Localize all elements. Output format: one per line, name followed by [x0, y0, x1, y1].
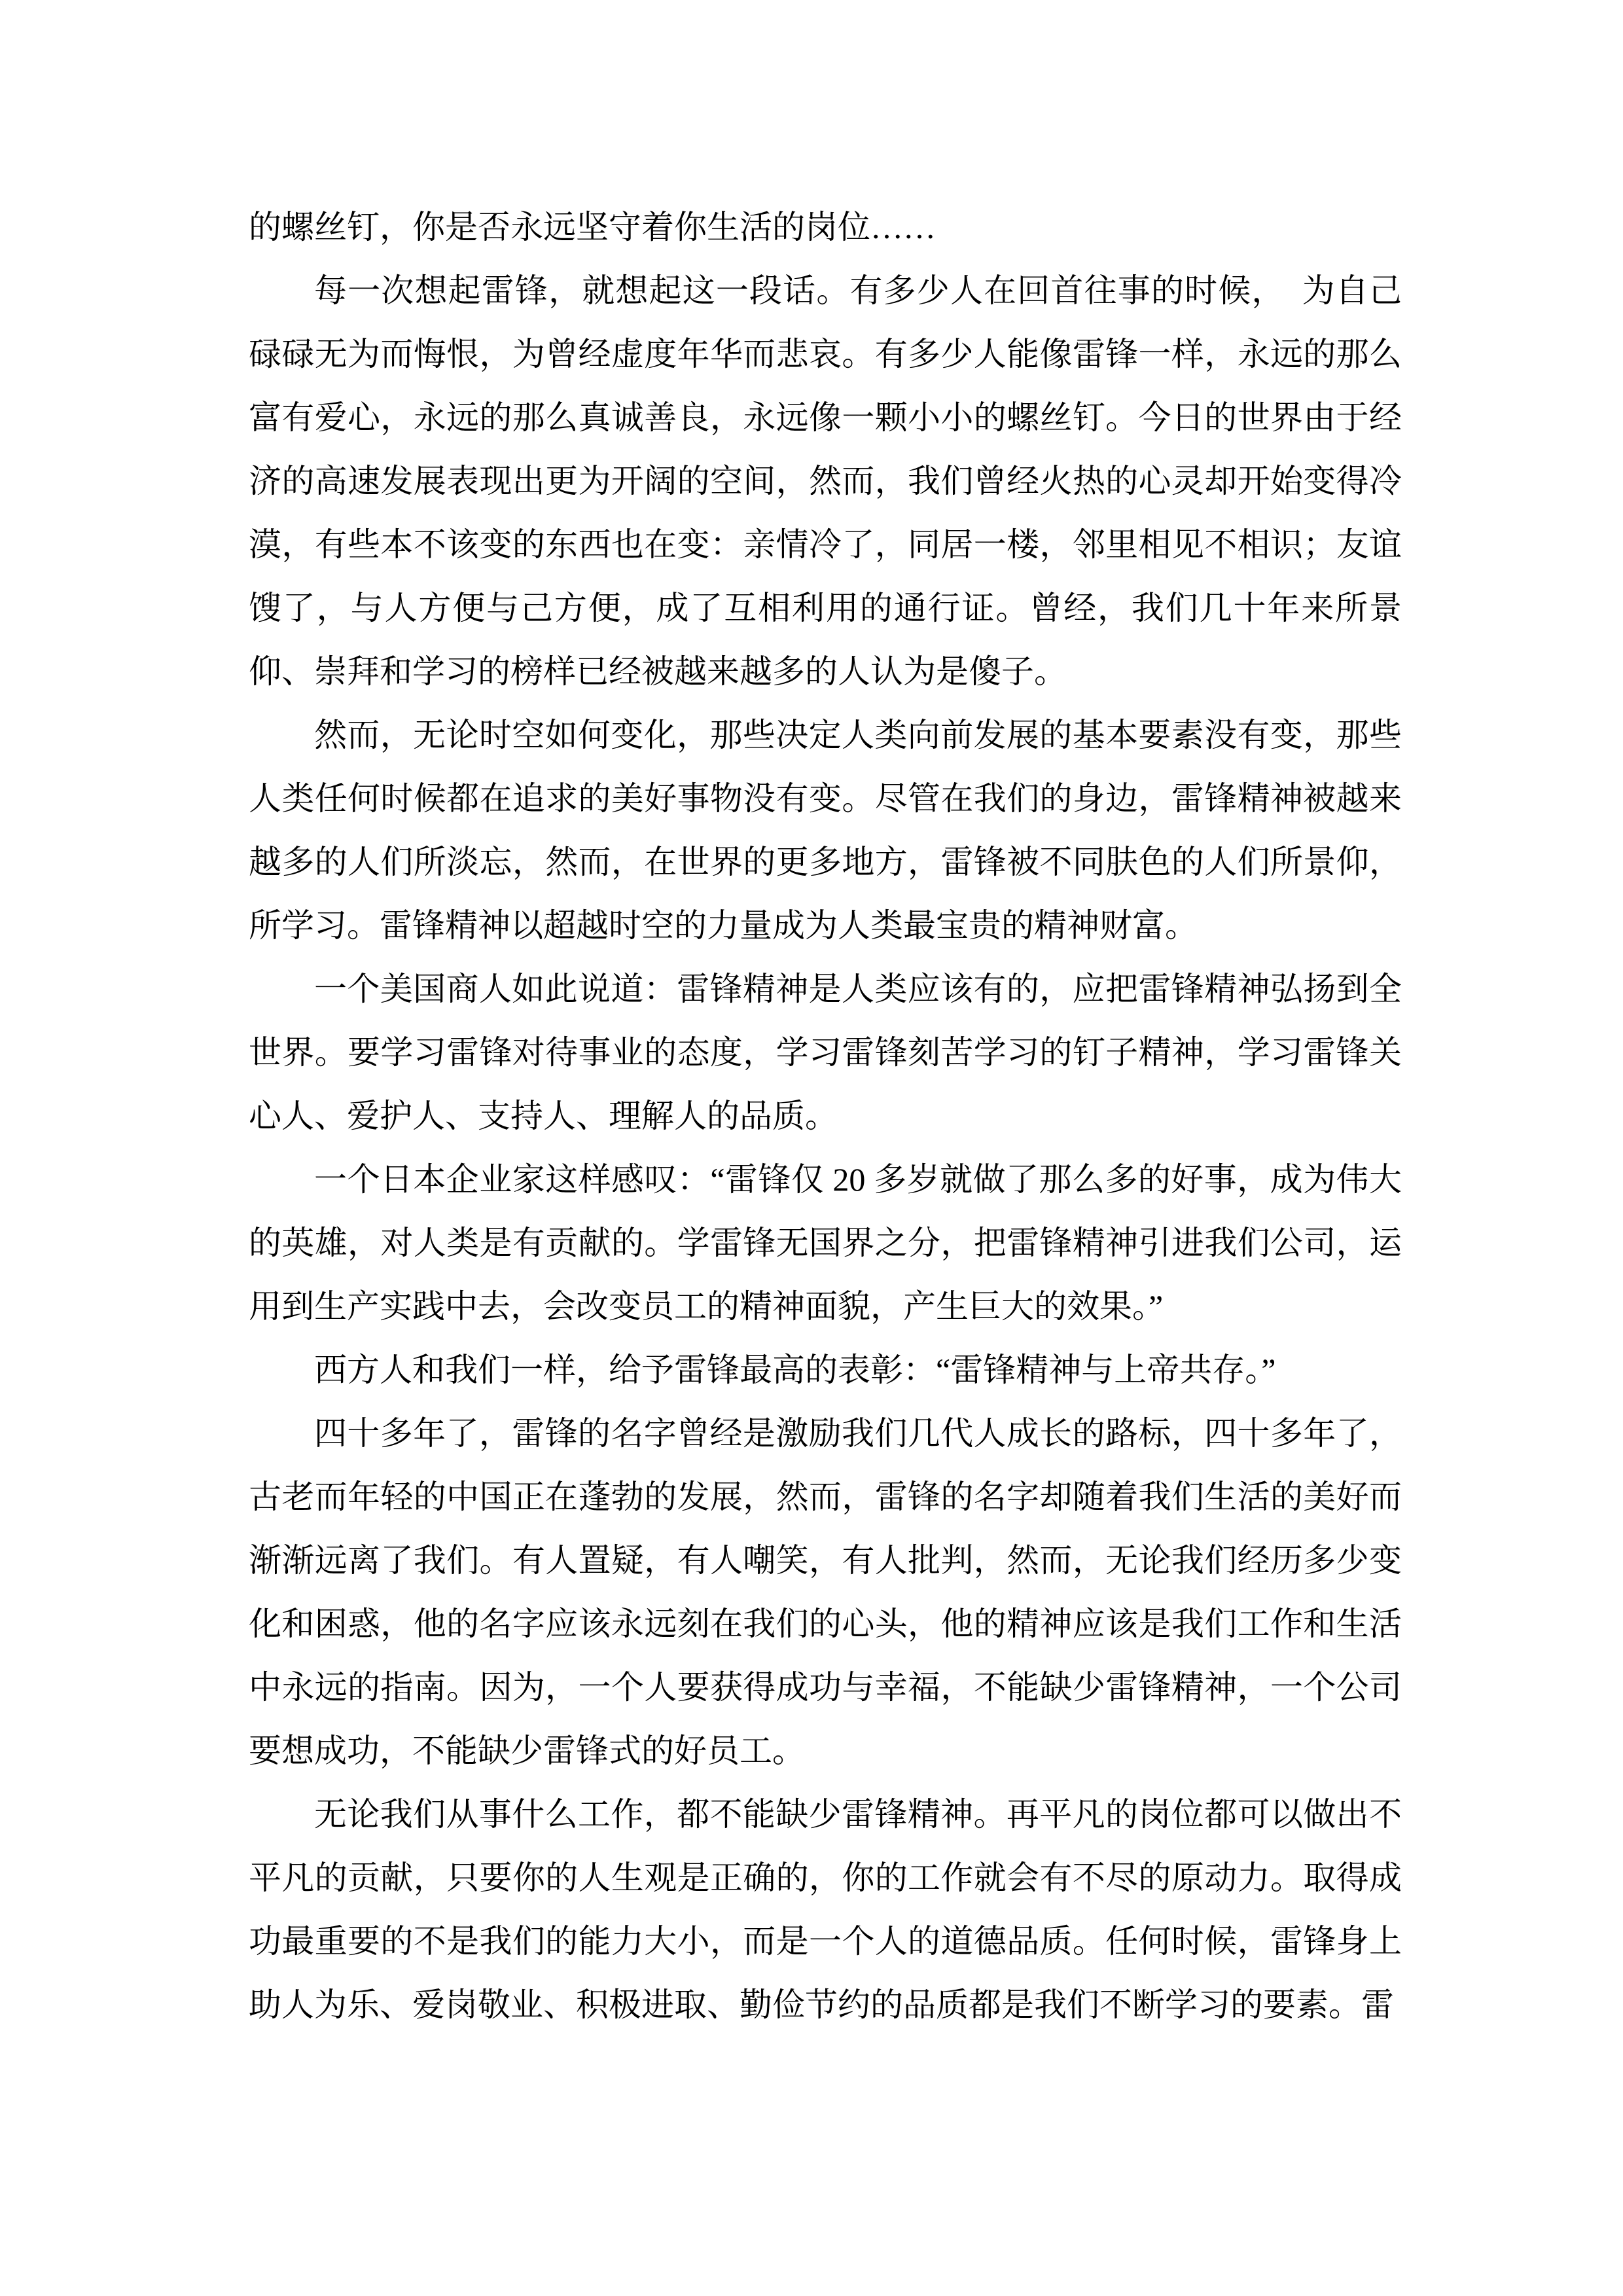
paragraph: 四十多年了，雷锋的名字曾经是激励我们几代人成长的路标，四十多年了，古老而年轻的中国正在蓬勃的发展，然而，雷锋的名字却随着我们生活的美好而渐渐远离了我们。有人置疑，有人嘲笑，有人批判，然而，无论我们经历多少变化和困惑，他的名字应该永远刻在我们的心头，他的精神应该是我们工作和生活中永远的指南。因为，一个人要获得成功与幸福，不能缺少雷锋精神，一个公司要想成功，不能缺少雷锋式的好员工。: [249, 1415, 1402, 1769]
paragraph: 西方人和我们一样，给予雷锋最高的表彰：“雷锋精神与上帝共存。”: [314, 1352, 1276, 1388]
paragraph: 一个美国商人如此说道：雷锋精神是人类应该有的，应把雷锋精神弘扬到全世界。要学习雷锋对待事业的态度，学习雷锋刻苦学习的钉子精神，学习雷锋关心人、爱护人、支持人、理解人的品质。: [249, 971, 1402, 1134]
paragraph: 每一次想起雷锋，就想起这一段话。有多少人在回首往事的时候， 为自己碌碌无为而悔恨，为曾经虚度年华而悲哀。有多少人能像雷锋一样，永远的那么富有爱心，永远的那么真诚善良，永远像一颗小小的螺丝钉。今日的世界由于经济的高速发展表现出更为开阔的空间，然而，我们曾经火热的心灵却开始变得冷漠，有些本不该变的东西也在变：亲情冷了，同居一楼，邻里相见不相识；友谊馊了，与人方便与己方便，成了互相利用的通行证。曾经，我们几十年来所景仰、崇拜和学习的榜样已经被越来越多的人认为是傻子。: [249, 272, 1402, 690]
paragraph: 然而，无论时空如何变化，那些决定人类向前发展的基本要素没有变，那些人类任何时候都在追求的美好事物没有变。尽管在我们的身边，雷锋精神被越来越多的人们所淡忘，然而，在世界的更多地方，雷锋被不同肤色的人们所景仰，所学习。雷锋精神以超越时空的力量成为人类最宝贵的精神财富。: [249, 717, 1402, 944]
paragraph: 无论我们从事什么工作，都不能缺少雷锋精神。再平凡的岗位都可以做出不平凡的贡献，只要你的人生观是正确的，你的工作就会有不尽的原动力。取得成功最重要的不是我们的能力大小，而是一个人的道德品质。任何时候，雷锋身上助人为乐、爱岗敬业、积极进取、勤俭节约的品质都是我们不断学习的要素。雷: [249, 1796, 1402, 2023]
paragraph: 一个日本企业家这样感叹：“雷锋仅 20 多岁就做了那么多的好事，成为伟大的英雄，对人类是有贡献的。学雷锋无国界之分，把雷锋精神引进我们公司，运用到生产实践中去，会改变员工的精神面貌，产生巨大的效果。”: [249, 1161, 1402, 1325]
essay-text-block: [249, 196, 1402, 2037]
paragraph-continuation: 的螺丝钉，你是否永远坚守着你生活的岗位……: [249, 209, 936, 245]
